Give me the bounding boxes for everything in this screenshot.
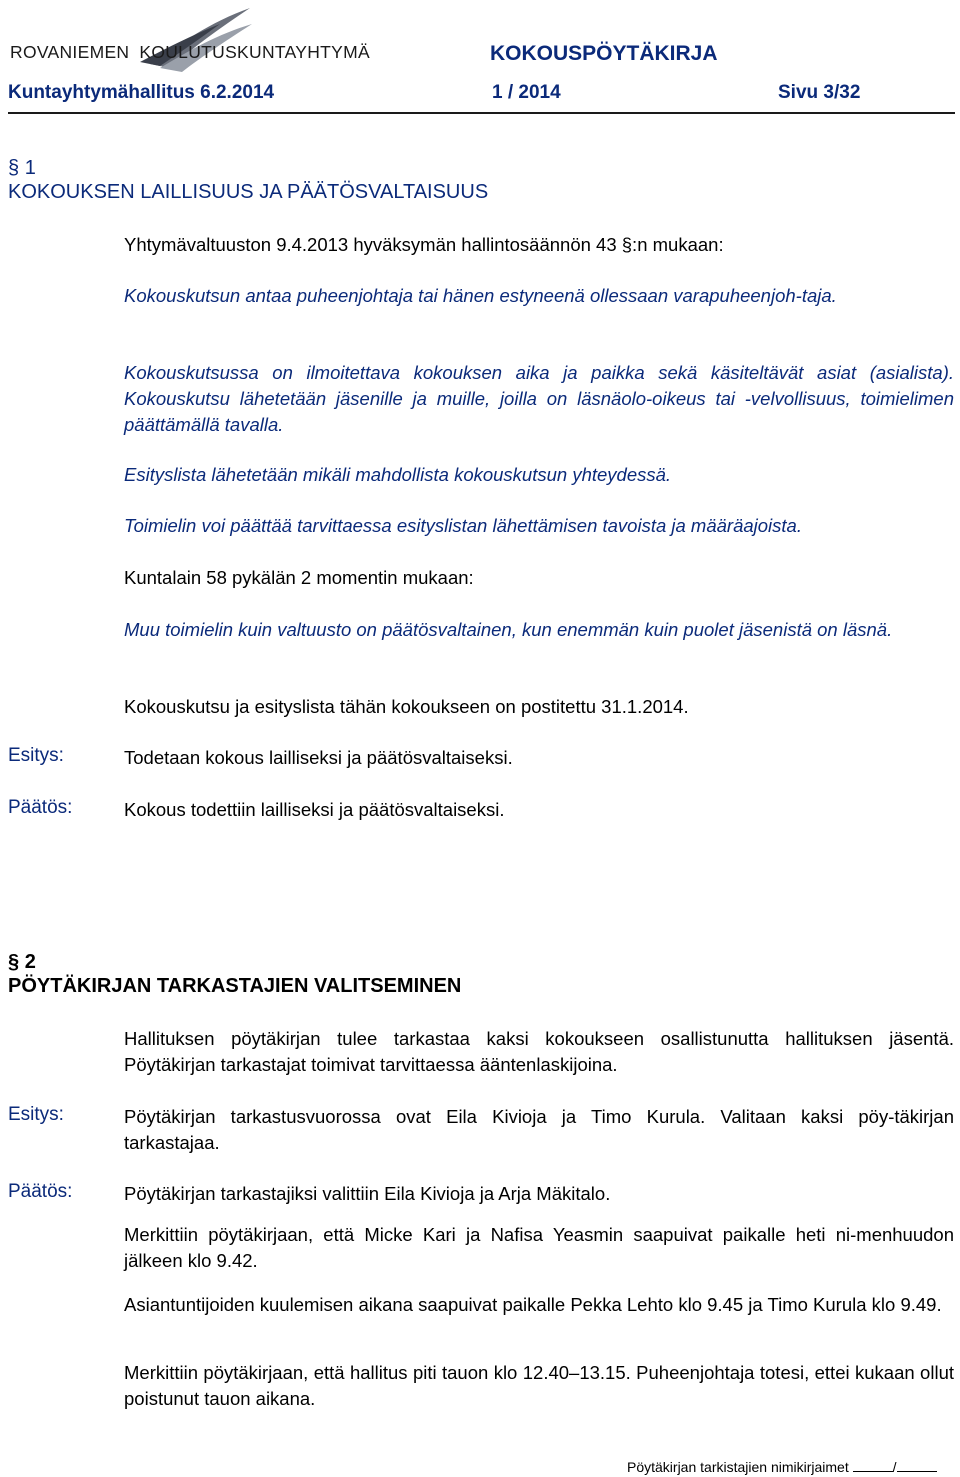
section1-paragraph: Toimielin voi päättää tarvittaessa esityslistan lähettämisen tavoista ja määräajoista. (124, 515, 802, 536)
paatos-label: Päätös: (8, 797, 73, 818)
section1-paragraph: Kokouskutsun antaa puheenjohtaja tai hänen estyneenä ollessaan varapuheenjoh-taja. (124, 285, 837, 306)
section1-title: KOKOUKSEN LAILLISUUS JA PÄÄTÖSVALTAISUUS (8, 181, 489, 203)
section1-paragraph: Kokouskutsu ja esityslista tähän kokoukseen on postitettu 31.1.2014. (124, 696, 689, 717)
initials-blank-1[interactable] (853, 1459, 893, 1472)
meeting-name: Kuntayhtymähallitus 6.2.2014 (8, 82, 275, 103)
section1-paragraph: Yhtymävaltuuston 9.4.2013 hyväksymän hallintosäännön 43 §:n mukaan: (124, 234, 724, 255)
meeting-number: 1 / 2014 (492, 82, 561, 103)
section2-title: PÖYTÄKIRJAN TARKASTAJIEN VALITSEMINEN (8, 975, 462, 997)
paatos-text: Pöytäkirjan tarkastajiksi valittiin Eila Kivioja ja Arja Mäkitalo. (124, 1183, 611, 1204)
org-logo (10, 4, 430, 74)
org-name-left: ROVANIEMEN (10, 42, 130, 62)
section-symbol: § (8, 951, 20, 973)
section-number: 1 (24, 157, 36, 179)
wing-logo-icon (120, 4, 260, 74)
page-number: Sivu 3/32 (778, 82, 861, 103)
paatos-label: Päätös: (8, 1181, 73, 1202)
section2-paragraph: Hallituksen pöytäkirjan tulee tarkastaa kaksi kokoukseen osallistunutta hallituksen jäsentä. Pöytäkirjan tarkastajat toimivat tarvittaessa ääntenlaskijoina. (124, 1028, 954, 1075)
initials-slash: / (892, 1459, 897, 1475)
header-rule (8, 112, 955, 114)
org-name-right: KOULUTUSKUNTAYHTYMÄ (139, 42, 370, 62)
document-type: KOKOUSPÖYTÄKIRJA (490, 42, 718, 65)
paatos-text: Kokous todettiin lailliseksi ja päätösvaltaiseksi. (124, 799, 505, 820)
section1-paragraph: Muu toimielin kuin valtuusto on päätösvaltainen, kun enemmän kuin puolet jäsenistä on läsnä. (124, 619, 893, 640)
section1-paragraph: Esityslista lähetetään mikäli mahdollista kokouskutsun yhteydessä. (124, 464, 672, 485)
section-number: 2 (24, 951, 36, 973)
section2-note: Merkittiin pöytäkirjaan, että Micke Kari ja Nafisa Yeasmin saapuivat paikalle heti ni-menhuudon jälkeen klo 9.42. (124, 1224, 954, 1271)
footer-initials (627, 1459, 937, 1475)
section-symbol: § (8, 157, 20, 179)
section1-paragraph: Kokouskutsussa on ilmoitettava kokouksen aika ja paikka sekä käsiteltävät asiat (asialista). Kokouskutsu lähetetään jäsenille ja muille, joilla on läsnäolo-oikeus tai -velvollisuus, toimielimen päättämällä tavalla. (124, 362, 954, 435)
initials-blank-2[interactable] (897, 1459, 937, 1472)
section2-note: Merkittiin pöytäkirjaan, että hallitus piti tauon klo 12.40–13.15. Puheenjohtaja totesi, ettei kukaan ollut poistunut tauon aikana. (124, 1362, 954, 1409)
esitys-text: Pöytäkirjan tarkastusvuorossa ovat Eila Kivioja ja Timo Kurula. Valitaan kaksi pöy-täkirjan tarkastajaa. (124, 1106, 954, 1153)
section1-paragraph: Kuntalain 58 pykälän 2 momentin mukaan: (124, 567, 474, 588)
esitys-label: Esitys: (8, 745, 64, 766)
section2-note: Asiantuntijoiden kuulemisen aikana saapuivat paikalle Pekka Lehto klo 9.45 ja Timo Kurula klo 9.49. (124, 1294, 942, 1315)
initials-label: Pöytäkirjan tarkistajien nimikirjaimet (627, 1459, 849, 1475)
esitys-text: Todetaan kokous lailliseksi ja päätösvaltaiseksi. (124, 747, 513, 768)
esitys-label: Esitys: (8, 1104, 64, 1125)
